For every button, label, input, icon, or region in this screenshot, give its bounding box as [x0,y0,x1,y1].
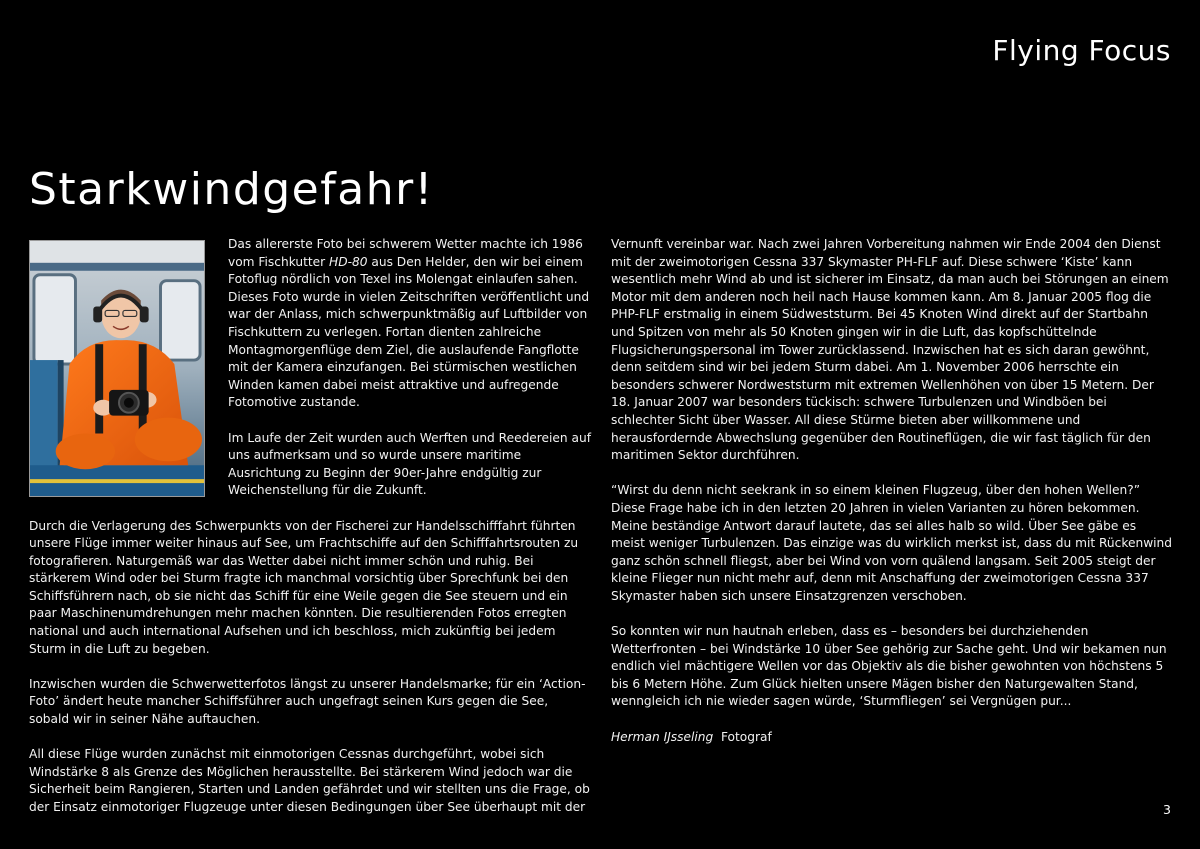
paragraph: Vernunft vereinbar war. Nach zwei Jahren Vorbereitung nahmen wir Ende 2004 den Dienst mit der zweimotorigen Cessna 337 Skymaster PH-FLF auf. Diese schwere ‘Kiste’ kann wesentlich mehr Wind ab und ist sicherer im Einsatz, da man auch bei Störungen an einem Motor mit dem anderen noch heil nach Hause kommen kann. Am 8. Januar 2005 flog die PHP-FLF erstmalig in einem Südweststurm. Bei 45 Knoten Wind direkt auf der Startbahn und Spitzen von mehr als 50 Knoten gingen wir in die Luft, das kopfschüttelnde Flugsicherungspersonal im Tower zurücklassend. Inzwischen hat es sich daran gewöhnt, denn seitdem sind wir bei jedem Sturm dabei. Am 1. November 2006 herrschte ein besonders schwerer Nordweststurm mit extremen Wellenhöhen von über 15 Metern. Der 18. Januar 2007 war besonders tückisch: schwere Turbulenzen und Windböen bei schlechter Sicht über Wasser. All diese Stürme bieten aber willkommene und herausfordernde Abwechslung gegenüber den Routineflügen, die wir fast täglich für den maritimen Sektor durchführen. [611,237,1169,463]
page-number: 3 [1163,802,1171,817]
signature [611,729,1173,747]
paragraph: Das allererste Foto bei schwerem Wetter machte ich 1986 vom Fischkutter HD-80 aus Den Helder, den wir bei einem Fotoflug nördlich von Texel ins Molengat einlaufen sahen. Dieses Foto wurde in vielen Zeitschriften veröffentlicht und war der Anlass, mich schwerpunktmäßig auf Luftbilder von Fischkuttern zu verlegen. Fortan dienten zahlreiche Montagmorgenflüge dem Ziel, die auslaufende Fangflotte mit der Kamera einzufangen. Bei stürmischen westlichen Winden kamen dabei meist attraktive und aufregende Fotomotive zustande. [228,237,590,410]
paragraph: “Wirst du denn nicht seekrank in so einem kleinen Flugzeug, über den hohen Wellen?” Diese Frage habe ich in den letzten 20 Jahren in vielen Varianten zu hören bekommen. Meine beständige Antwort darauf lautete, das sei alles halb so wild. Über See gäbe es meist weniger Turbulenzen. Das einzige was du wirklich merkst ist, dass du mit Rückenwind ganz schön schnell fliegst, aber bei Wind von vorn quälend langsam. Seit 2005 steigt der kleine Flieger nun nicht mehr auf, denn mit Anschaffung der zweimotorigen Cessna 337 Skymaster haben sich unsere Einsatzgrenzen verschoben. [611,483,1173,603]
photo-side-text [228,236,592,518]
vessel-name: HD-80 [329,254,368,269]
brand-title: Flying Focus [992,34,1171,67]
right-column [611,236,1173,764]
photo-illustration [30,241,204,496]
paragraph: Durch die Verlagerung des Schwerpunkts von der Fischerei zur Handelsschifffahrt führten unsere Flüge immer weiter hinaus auf See, um Frachtschiffe auf den Schifffahrtsrouten zu fotografieren. Naturgemäß war das Wetter dabei nicht immer schön und ruhig. Bei stärkerem Wind oder bei Sturm fragte ich manchmal vorsichtig über Sprechfunk bei den Schiffsführern nach, ob sie nicht das Schiff für eine Weile gegen die See steuern und ein paar Maschinenumdrehungen mehr machen könnten. Die resultierenden Fotos erregten national und auch international Aufsehen und ich beschloss, mich zukünftig bei jedem Sturm in die Luft zu begeben. [29,518,579,656]
signature-role: Fotograf [720,729,772,744]
photographer-photo [29,240,205,497]
paragraph: Inzwischen wurden die Schwerwetterfotos längst zu unserer Handelsmarke; für ein ‘Action-Foto’ ändert heute mancher Schiffsführer auch ungefragt seinen Kurs gegen die See, sobald wir in seiner Nähe auftauchen. [29,676,586,727]
article-title: Starkwindgefahr! [29,164,434,215]
photo-block [29,236,592,518]
signature-name: Herman IJsseling [611,729,714,744]
left-column [29,236,592,834]
paragraph: So konnten wir nun hautnah erleben, dass es – besonders bei durchziehenden Wetterfronten – bei Windstärke 10 über See gehörig zur Sache geht. Und wir bekamen nun endlich viel mächtigere Wellen vor das Objektiv als die bisher gewohnten von höchstens 5 bis 6 Metern Höhe. Zum Glück hielten unsere Mägen bisher den Naturgewalten Stand, wenngleich ich nie wieder sagen würde, ‘Sturmfliegen’ sei Vergnügen pur... [611,624,1167,709]
paragraph: Im Laufe der Zeit wurden auch Werften und Reedereien auf uns aufmerksam und so wurde unsere maritime Ausrichtung zu Beginn der 90er-Jahre endgültig zur Weichenstellung für die Zukunft. [228,430,592,498]
paragraph: All diese Flüge wurden zunächst mit einmotorigen Cessnas durchgeführt, wobei sich Windstärke 8 als Grenze des Möglichen herausstellte. Bei stärkerem Wind jedoch war die Sicherheit beim Rangieren, Starten und Landen gefährdet und wir stellten uns die Frage, ob der Einsatz einmotoriger Flugzeuge unter diesen Bedingungen über See überhaupt mit der [29,747,590,814]
